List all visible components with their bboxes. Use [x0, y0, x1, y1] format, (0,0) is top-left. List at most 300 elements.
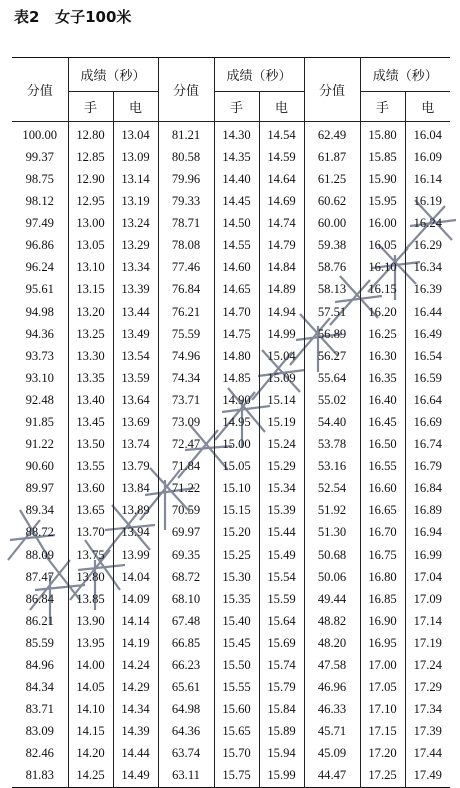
cell-electric-time: 13.39 — [113, 279, 158, 301]
cell-score: 87.47 — [12, 566, 68, 588]
cell-score: 68.10 — [158, 588, 214, 610]
cell-score: 100.00 — [12, 122, 68, 147]
cell-electric-time: 15.14 — [259, 389, 304, 411]
cell-electric-time: 16.79 — [405, 455, 450, 477]
table-row — [12, 478, 450, 500]
cell-hand-time: 14.65 — [214, 279, 259, 301]
cell-score: 93.10 — [12, 367, 68, 389]
cell-electric-time: 13.14 — [113, 168, 158, 190]
cell-hand-time: 13.00 — [68, 212, 113, 234]
cell-electric-time: 14.84 — [259, 257, 304, 279]
cell-electric-time: 17.14 — [405, 610, 450, 632]
cell-hand-time: 14.95 — [214, 411, 259, 433]
table-row — [12, 610, 450, 632]
cell-hand-time: 13.05 — [68, 234, 113, 256]
cell-hand-time: 15.55 — [214, 676, 259, 698]
cell-electric-time: 16.39 — [405, 279, 450, 301]
cell-score: 64.98 — [158, 698, 214, 720]
cell-electric-time: 14.34 — [113, 698, 158, 720]
cell-hand-time: 13.95 — [68, 632, 113, 654]
cell-electric-time: 13.99 — [113, 544, 158, 566]
cell-hand-time: 15.95 — [360, 190, 405, 212]
cell-score: 94.98 — [12, 301, 68, 323]
cell-hand-time: 15.05 — [214, 455, 259, 477]
cell-score: 74.96 — [158, 345, 214, 367]
cell-electric-time: 17.49 — [405, 765, 450, 788]
cell-electric-time: 16.19 — [405, 190, 450, 212]
cell-hand-time: 14.85 — [214, 367, 259, 389]
cell-hand-time: 16.75 — [360, 544, 405, 566]
cell-electric-time: 16.99 — [405, 544, 450, 566]
table-body — [12, 122, 450, 788]
cell-hand-time: 15.45 — [214, 632, 259, 654]
table-row — [12, 588, 450, 610]
cell-electric-time: 16.14 — [405, 168, 450, 190]
cell-electric-time: 13.34 — [113, 257, 158, 279]
cell-electric-time: 14.54 — [259, 122, 304, 147]
cell-hand-time: 13.90 — [68, 610, 113, 632]
cell-score: 68.72 — [158, 566, 214, 588]
cell-score: 91.85 — [12, 411, 68, 433]
cell-electric-time: 16.64 — [405, 389, 450, 411]
cell-electric-time: 16.34 — [405, 257, 450, 279]
cell-electric-time: 13.69 — [113, 411, 158, 433]
cell-score: 85.59 — [12, 632, 68, 654]
cell-electric-time: 17.34 — [405, 698, 450, 720]
cell-electric-time: 14.99 — [259, 323, 304, 345]
cell-score: 82.46 — [12, 743, 68, 765]
cell-hand-time: 12.85 — [68, 146, 113, 168]
cell-hand-time: 16.35 — [360, 367, 405, 389]
cell-score: 89.97 — [12, 478, 68, 500]
cell-electric-time: 14.89 — [259, 279, 304, 301]
cell-hand-time: 15.60 — [214, 698, 259, 720]
cell-electric-time: 13.64 — [113, 389, 158, 411]
cell-hand-time: 14.55 — [214, 234, 259, 256]
cell-hand-time: 16.50 — [360, 433, 405, 455]
cell-hand-time: 13.85 — [68, 588, 113, 610]
cell-electric-time: 16.44 — [405, 301, 450, 323]
cell-score: 95.61 — [12, 279, 68, 301]
cell-electric-time: 13.79 — [113, 455, 158, 477]
cell-hand-time: 12.95 — [68, 190, 113, 212]
cell-electric-time: 16.94 — [405, 522, 450, 544]
cell-score: 93.73 — [12, 345, 68, 367]
cell-hand-time: 16.10 — [360, 257, 405, 279]
cell-score: 58.13 — [304, 279, 360, 301]
cell-electric-time: 17.19 — [405, 632, 450, 654]
cell-hand-time: 15.65 — [214, 721, 259, 743]
cell-hand-time: 14.05 — [68, 676, 113, 698]
cell-electric-time: 14.59 — [259, 146, 304, 168]
cell-hand-time: 14.00 — [68, 654, 113, 676]
cell-hand-time: 14.30 — [214, 122, 259, 147]
cell-hand-time: 16.70 — [360, 522, 405, 544]
table-row — [12, 632, 450, 654]
cell-electric-time: 14.79 — [259, 234, 304, 256]
result-header: 成绩（秒） — [214, 58, 304, 92]
hand-timing-header: 手 — [214, 92, 259, 122]
cell-score: 44.47 — [304, 765, 360, 788]
cell-hand-time: 17.10 — [360, 698, 405, 720]
score-header: 分值 — [12, 58, 68, 122]
cell-hand-time: 14.20 — [68, 743, 113, 765]
cell-electric-time: 16.69 — [405, 411, 450, 433]
cell-score: 96.24 — [12, 257, 68, 279]
table-row — [12, 168, 450, 190]
cell-hand-time: 13.60 — [68, 478, 113, 500]
cell-score: 55.64 — [304, 367, 360, 389]
cell-electric-time: 14.14 — [113, 610, 158, 632]
cell-score: 71.22 — [158, 478, 214, 500]
cell-hand-time: 13.30 — [68, 345, 113, 367]
cell-score: 86.21 — [12, 610, 68, 632]
cell-electric-time: 13.04 — [113, 122, 158, 147]
cell-electric-time: 17.09 — [405, 588, 450, 610]
score-table — [12, 57, 450, 788]
cell-hand-time: 17.00 — [360, 654, 405, 676]
hand-timing-header: 手 — [68, 92, 113, 122]
cell-hand-time: 13.75 — [68, 544, 113, 566]
cell-electric-time: 16.89 — [405, 500, 450, 522]
table-row — [12, 522, 450, 544]
table-row — [12, 500, 450, 522]
cell-hand-time: 15.50 — [214, 654, 259, 676]
cell-electric-time: 14.49 — [113, 765, 158, 788]
cell-electric-time: 16.74 — [405, 433, 450, 455]
cell-score: 73.71 — [158, 389, 214, 411]
cell-hand-time: 13.15 — [68, 279, 113, 301]
cell-score: 84.96 — [12, 654, 68, 676]
cell-score: 78.08 — [158, 234, 214, 256]
cell-score: 66.23 — [158, 654, 214, 676]
cell-hand-time: 17.20 — [360, 743, 405, 765]
cell-score: 46.96 — [304, 676, 360, 698]
cell-score: 51.92 — [304, 500, 360, 522]
cell-score: 59.38 — [304, 234, 360, 256]
cell-score: 97.49 — [12, 212, 68, 234]
cell-hand-time: 16.30 — [360, 345, 405, 367]
cell-hand-time: 17.25 — [360, 765, 405, 788]
cell-electric-time: 16.84 — [405, 478, 450, 500]
cell-score: 79.33 — [158, 190, 214, 212]
cell-score: 55.02 — [304, 389, 360, 411]
table-row — [12, 676, 450, 698]
cell-score: 61.25 — [304, 168, 360, 190]
cell-hand-time: 16.00 — [360, 212, 405, 234]
electric-timing-header: 电 — [405, 92, 450, 122]
cell-electric-time: 15.29 — [259, 455, 304, 477]
cell-score: 52.54 — [304, 478, 360, 500]
cell-electric-time: 16.24 — [405, 212, 450, 234]
cell-hand-time: 15.00 — [214, 433, 259, 455]
cell-electric-time: 15.44 — [259, 522, 304, 544]
cell-electric-time: 15.69 — [259, 632, 304, 654]
cell-hand-time: 16.85 — [360, 588, 405, 610]
cell-score: 91.22 — [12, 433, 68, 455]
cell-score: 65.61 — [158, 676, 214, 698]
table-row — [12, 146, 450, 168]
cell-electric-time: 14.64 — [259, 168, 304, 190]
cell-electric-time: 13.24 — [113, 212, 158, 234]
cell-electric-time: 17.39 — [405, 721, 450, 743]
cell-electric-time: 17.24 — [405, 654, 450, 676]
cell-score: 81.83 — [12, 765, 68, 788]
cell-score: 75.59 — [158, 323, 214, 345]
table-row — [12, 323, 450, 345]
cell-hand-time: 17.05 — [360, 676, 405, 698]
cell-electric-time: 15.04 — [259, 345, 304, 367]
cell-hand-time: 14.60 — [214, 257, 259, 279]
cell-electric-time: 15.59 — [259, 588, 304, 610]
table-row — [12, 257, 450, 279]
cell-score: 47.58 — [304, 654, 360, 676]
cell-score: 76.21 — [158, 301, 214, 323]
cell-score: 69.97 — [158, 522, 214, 544]
cell-electric-time: 17.44 — [405, 743, 450, 765]
cell-hand-time: 16.90 — [360, 610, 405, 632]
cell-score: 80.58 — [158, 146, 214, 168]
cell-score: 96.86 — [12, 234, 68, 256]
cell-electric-time: 13.59 — [113, 367, 158, 389]
table-row — [12, 301, 450, 323]
table-caption: 表2 女子100米 — [14, 8, 132, 26]
cell-score: 45.09 — [304, 743, 360, 765]
cell-score: 63.74 — [158, 743, 214, 765]
cell-electric-time: 15.49 — [259, 544, 304, 566]
cell-hand-time: 16.80 — [360, 566, 405, 588]
cell-score: 71.84 — [158, 455, 214, 477]
cell-electric-time: 13.19 — [113, 190, 158, 212]
cell-electric-time: 14.69 — [259, 190, 304, 212]
cell-electric-time: 14.09 — [113, 588, 158, 610]
cell-hand-time: 16.40 — [360, 389, 405, 411]
cell-electric-time: 14.24 — [113, 654, 158, 676]
cell-electric-time: 16.09 — [405, 146, 450, 168]
cell-electric-time: 14.04 — [113, 566, 158, 588]
cell-score: 83.71 — [12, 698, 68, 720]
cell-hand-time: 13.35 — [68, 367, 113, 389]
cell-hand-time: 15.20 — [214, 522, 259, 544]
cell-electric-time: 13.44 — [113, 301, 158, 323]
cell-electric-time: 16.59 — [405, 367, 450, 389]
table-row — [12, 743, 450, 765]
cell-electric-time: 13.29 — [113, 234, 158, 256]
cell-hand-time: 15.80 — [360, 122, 405, 147]
cell-score: 66.85 — [158, 632, 214, 654]
cell-score: 69.35 — [158, 544, 214, 566]
cell-hand-time: 16.95 — [360, 632, 405, 654]
cell-electric-time: 15.79 — [259, 676, 304, 698]
cell-electric-time: 15.64 — [259, 610, 304, 632]
table-row — [12, 122, 450, 147]
score-header: 分值 — [158, 58, 214, 122]
cell-hand-time: 14.50 — [214, 212, 259, 234]
table-row — [12, 345, 450, 367]
cell-score: 76.84 — [158, 279, 214, 301]
table-row — [12, 367, 450, 389]
table-row — [12, 455, 450, 477]
hand-timing-header: 手 — [360, 92, 405, 122]
cell-score: 89.34 — [12, 500, 68, 522]
table-row — [12, 544, 450, 566]
cell-hand-time: 13.10 — [68, 257, 113, 279]
cell-hand-time: 14.90 — [214, 389, 259, 411]
cell-score: 49.44 — [304, 588, 360, 610]
cell-hand-time: 16.15 — [360, 279, 405, 301]
cell-electric-time: 13.54 — [113, 345, 158, 367]
cell-score: 90.60 — [12, 455, 68, 477]
cell-score: 86.84 — [12, 588, 68, 610]
cell-hand-time: 15.35 — [214, 588, 259, 610]
cell-electric-time: 15.09 — [259, 367, 304, 389]
cell-score: 45.71 — [304, 721, 360, 743]
table-row — [12, 765, 450, 788]
cell-score: 53.16 — [304, 455, 360, 477]
cell-electric-time: 13.09 — [113, 146, 158, 168]
cell-score: 79.96 — [158, 168, 214, 190]
table-row — [12, 279, 450, 301]
cell-hand-time: 12.90 — [68, 168, 113, 190]
cell-electric-time: 14.39 — [113, 721, 158, 743]
cell-electric-time: 13.74 — [113, 433, 158, 455]
cell-electric-time: 14.74 — [259, 212, 304, 234]
cell-hand-time: 16.25 — [360, 323, 405, 345]
cell-score: 88.72 — [12, 522, 68, 544]
cell-hand-time: 16.55 — [360, 455, 405, 477]
cell-hand-time: 16.20 — [360, 301, 405, 323]
cell-score: 53.78 — [304, 433, 360, 455]
cell-score: 56.89 — [304, 323, 360, 345]
cell-hand-time: 16.60 — [360, 478, 405, 500]
cell-hand-time: 13.40 — [68, 389, 113, 411]
cell-electric-time: 15.74 — [259, 654, 304, 676]
cell-electric-time: 16.04 — [405, 122, 450, 147]
table-row — [12, 654, 450, 676]
cell-score: 83.09 — [12, 721, 68, 743]
table-row — [12, 721, 450, 743]
cell-score: 46.33 — [304, 698, 360, 720]
electric-timing-header: 电 — [259, 92, 304, 122]
cell-hand-time: 13.45 — [68, 411, 113, 433]
cell-score: 70.59 — [158, 500, 214, 522]
cell-electric-time: 15.84 — [259, 698, 304, 720]
cell-electric-time: 13.89 — [113, 500, 158, 522]
cell-hand-time: 14.10 — [68, 698, 113, 720]
cell-hand-time: 15.30 — [214, 566, 259, 588]
cell-electric-time: 17.04 — [405, 566, 450, 588]
cell-electric-time: 14.94 — [259, 301, 304, 323]
cell-score: 64.36 — [158, 721, 214, 743]
cell-electric-time: 15.89 — [259, 721, 304, 743]
cell-score: 60.00 — [304, 212, 360, 234]
cell-hand-time: 13.20 — [68, 301, 113, 323]
cell-hand-time: 15.15 — [214, 500, 259, 522]
table-row — [12, 389, 450, 411]
cell-score: 98.75 — [12, 168, 68, 190]
cell-score: 48.82 — [304, 610, 360, 632]
cell-electric-time: 13.94 — [113, 522, 158, 544]
cell-electric-time: 15.19 — [259, 411, 304, 433]
cell-electric-time: 16.54 — [405, 345, 450, 367]
cell-electric-time: 15.54 — [259, 566, 304, 588]
table-row — [12, 566, 450, 588]
cell-score: 92.48 — [12, 389, 68, 411]
result-header: 成绩（秒） — [68, 58, 158, 92]
cell-hand-time: 15.70 — [214, 743, 259, 765]
cell-hand-time: 14.75 — [214, 323, 259, 345]
cell-hand-time: 17.15 — [360, 721, 405, 743]
cell-hand-time: 16.65 — [360, 500, 405, 522]
cell-hand-time: 15.40 — [214, 610, 259, 632]
cell-hand-time: 16.05 — [360, 234, 405, 256]
cell-electric-time: 15.34 — [259, 478, 304, 500]
cell-hand-time: 13.80 — [68, 566, 113, 588]
table-row — [12, 411, 450, 433]
cell-hand-time: 13.55 — [68, 455, 113, 477]
table-row — [12, 190, 450, 212]
cell-score: 73.09 — [158, 411, 214, 433]
cell-hand-time: 15.90 — [360, 168, 405, 190]
cell-electric-time: 15.99 — [259, 765, 304, 788]
cell-score: 56.27 — [304, 345, 360, 367]
cell-electric-time: 15.24 — [259, 433, 304, 455]
cell-score: 72.47 — [158, 433, 214, 455]
table-row — [12, 433, 450, 455]
cell-hand-time: 15.85 — [360, 146, 405, 168]
cell-hand-time: 15.10 — [214, 478, 259, 500]
cell-score: 77.46 — [158, 257, 214, 279]
cell-score: 88.09 — [12, 544, 68, 566]
cell-score: 48.20 — [304, 632, 360, 654]
cell-electric-time: 14.44 — [113, 743, 158, 765]
cell-hand-time: 13.50 — [68, 433, 113, 455]
score-header: 分值 — [304, 58, 360, 122]
table-row — [12, 698, 450, 720]
cell-hand-time: 15.25 — [214, 544, 259, 566]
cell-electric-time: 15.94 — [259, 743, 304, 765]
cell-score: 62.49 — [304, 122, 360, 147]
cell-hand-time: 14.25 — [68, 765, 113, 788]
cell-electric-time: 14.19 — [113, 632, 158, 654]
cell-score: 50.06 — [304, 566, 360, 588]
cell-score: 63.11 — [158, 765, 214, 788]
cell-hand-time: 16.45 — [360, 411, 405, 433]
cell-score: 60.62 — [304, 190, 360, 212]
cell-score: 74.34 — [158, 367, 214, 389]
table-row — [12, 234, 450, 256]
cell-electric-time: 17.29 — [405, 676, 450, 698]
cell-hand-time: 14.80 — [214, 345, 259, 367]
cell-electric-time: 16.29 — [405, 234, 450, 256]
cell-hand-time: 14.15 — [68, 721, 113, 743]
cell-score: 94.36 — [12, 323, 68, 345]
cell-hand-time: 13.70 — [68, 522, 113, 544]
cell-hand-time: 14.35 — [214, 146, 259, 168]
cell-electric-time: 14.29 — [113, 676, 158, 698]
electric-timing-header: 电 — [113, 92, 158, 122]
cell-score: 99.37 — [12, 146, 68, 168]
cell-electric-time: 13.49 — [113, 323, 158, 345]
cell-hand-time: 12.80 — [68, 122, 113, 147]
cell-score: 78.71 — [158, 212, 214, 234]
cell-score: 57.51 — [304, 301, 360, 323]
cell-electric-time: 13.84 — [113, 478, 158, 500]
cell-score: 51.30 — [304, 522, 360, 544]
cell-hand-time: 14.70 — [214, 301, 259, 323]
cell-score: 58.76 — [304, 257, 360, 279]
cell-score: 50.68 — [304, 544, 360, 566]
